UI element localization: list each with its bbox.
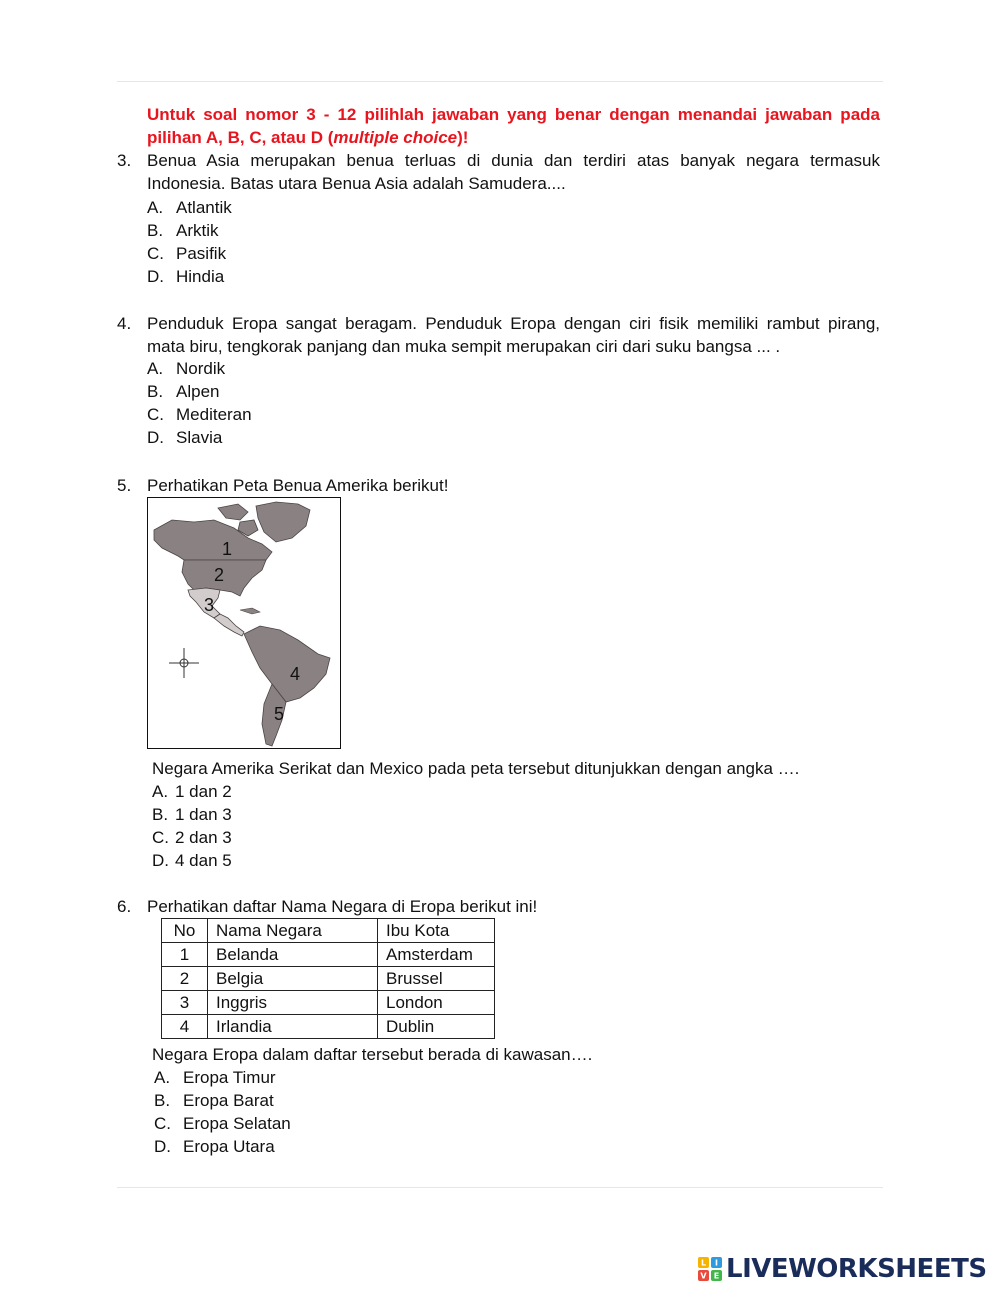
table-cell: 2	[162, 967, 208, 991]
question-number: 5.	[117, 476, 132, 495]
svg-text:V: V	[700, 1271, 707, 1281]
option-list	[152, 780, 232, 872]
brand-name: LIVEWORKSHEETS	[726, 1253, 987, 1284]
option-b[interactable]: B. Eropa Barat	[154, 1091, 274, 1110]
question-prompt: Negara Eropa dalam daftar tersebut berada di kawasan….	[152, 1045, 593, 1064]
table-cell: Brussel	[378, 967, 495, 991]
table-row	[162, 1015, 495, 1039]
question-text: Benua Asia merupakan benua terluas di dunia dan terdiri atas banyak negara termasuk Indonesia. Batas utara Benua Asia adalah Samudera....	[147, 151, 880, 193]
option-c[interactable]: C. Eropa Selatan	[154, 1114, 291, 1133]
table-header: Ibu Kota	[378, 919, 495, 943]
table-header: No	[162, 919, 208, 943]
table-row	[162, 943, 495, 967]
table-cell: Amsterdam	[378, 943, 495, 967]
map-label-1: 1	[222, 539, 233, 559]
bottom-divider	[117, 1187, 883, 1188]
option-a[interactable]: A. Nordik	[147, 359, 226, 378]
map-label-4: 4	[290, 664, 301, 684]
option-b[interactable]: B. Arktik	[147, 221, 219, 240]
option-d[interactable]: D. Hindia	[147, 267, 225, 286]
question-number: 3.	[117, 151, 132, 170]
country-table	[161, 918, 495, 1039]
option-list	[154, 1066, 291, 1158]
option-d[interactable]: D. 4 dan 5	[152, 851, 232, 870]
option-a[interactable]: A. Eropa Timur	[154, 1068, 276, 1087]
question-text: Perhatikan Peta Benua Amerika berikut!	[147, 476, 449, 495]
option-c[interactable]: C. 2 dan 3	[152, 828, 232, 847]
instruction-text: Untuk soal nomor 3 - 12 pilihlah jawaban yang benar dengan menandai jawaban pada pilihan A, B, C, atau D (multiple choice)!	[147, 105, 880, 147]
option-c[interactable]: C. Pasifik	[147, 244, 227, 263]
svg-text:L: L	[700, 1258, 707, 1268]
table-cell: 1	[162, 943, 208, 967]
liveworksheets-icon	[698, 1257, 722, 1281]
table-header: Nama Negara	[208, 919, 378, 943]
option-c[interactable]: C. Mediteran	[147, 405, 252, 424]
americas-map-graphic	[148, 498, 341, 749]
table-row	[162, 991, 495, 1015]
option-a[interactable]: A. 1 dan 2	[152, 782, 232, 801]
question-number: 4.	[117, 314, 132, 333]
americas-map	[147, 497, 341, 749]
option-list	[147, 357, 252, 449]
map-label-2: 2	[214, 565, 225, 585]
table-cell: Inggris	[208, 991, 378, 1015]
question-prompt: Negara Amerika Serikat dan Mexico pada peta tersebut ditunjukkan dengan angka ….	[152, 759, 800, 778]
question-text: Perhatikan daftar Nama Negara di Eropa berikut ini!	[147, 897, 538, 916]
svg-text:I: I	[715, 1258, 718, 1268]
map-label-3: 3	[204, 595, 215, 615]
table-cell: Dublin	[378, 1015, 495, 1039]
option-d[interactable]: D. Slavia	[147, 428, 223, 447]
liveworksheets-logo[interactable]	[698, 1255, 987, 1283]
option-b[interactable]: B. 1 dan 3	[152, 805, 232, 824]
table-cell: Irlandia	[208, 1015, 378, 1039]
table-cell: London	[378, 991, 495, 1015]
table-cell: 4	[162, 1015, 208, 1039]
map-label-5: 5	[274, 704, 285, 724]
svg-text:E: E	[713, 1271, 720, 1281]
option-d[interactable]: D. Eropa Utara	[154, 1137, 275, 1156]
table-cell: Belgia	[208, 967, 378, 991]
option-a[interactable]: A. Atlantik	[147, 198, 232, 217]
top-divider	[117, 81, 883, 82]
table-row	[162, 967, 495, 991]
question-number: 6.	[117, 897, 132, 916]
table-cell: 3	[162, 991, 208, 1015]
table-cell: Belanda	[208, 943, 378, 967]
compass-rose-icon	[169, 648, 199, 678]
question-text: Penduduk Eropa sangat beragam. Penduduk Eropa dengan ciri fisik memiliki rambut pirang, mata biru, tengkorak panjang dan muka sempit merupakan ciri dari suku bangsa ... .	[147, 314, 880, 356]
option-list	[147, 196, 232, 288]
table-header-row	[162, 919, 495, 943]
option-b[interactable]: B. Alpen	[147, 382, 220, 401]
